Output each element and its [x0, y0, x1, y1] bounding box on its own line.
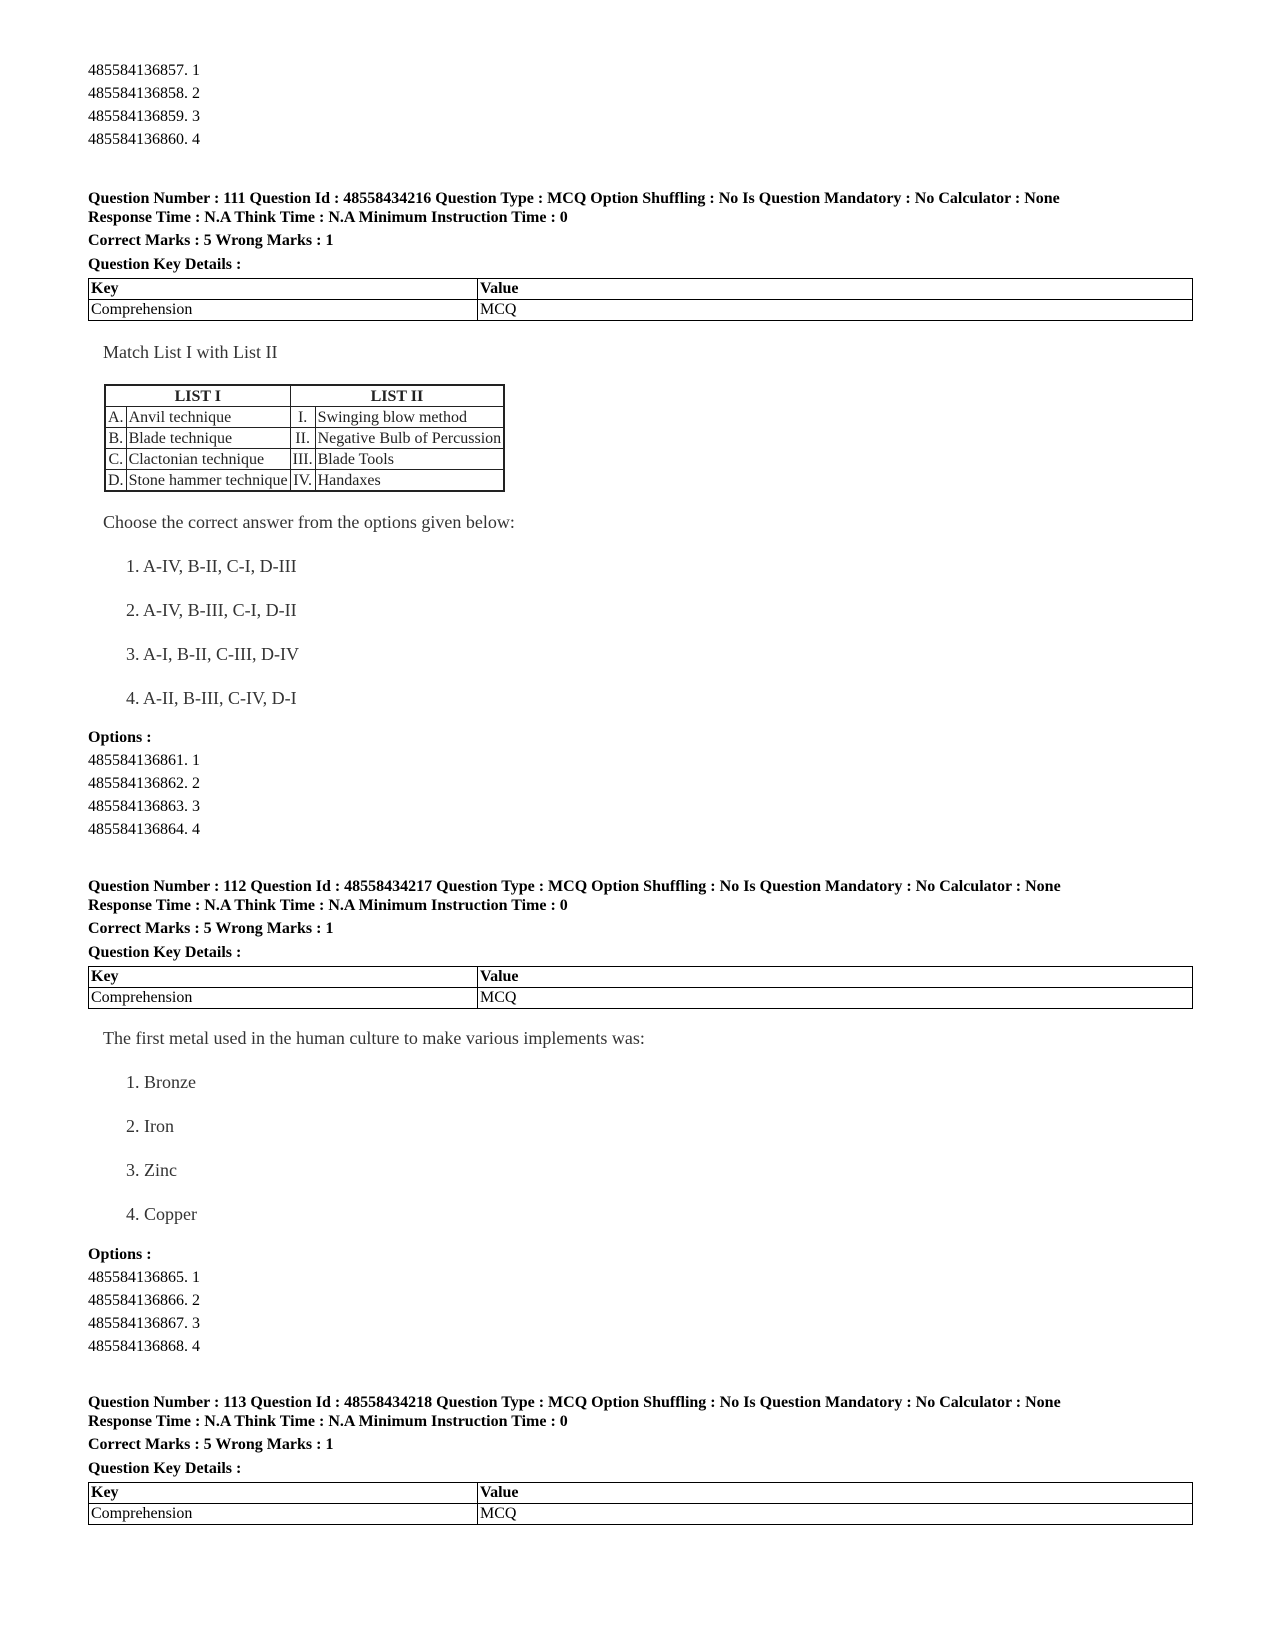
question-header-line1: Question Number : 112 Question Id : 48558434217 Question Type : MCQ Option Shuffling : No Is Question Mandatory : No Calculator : None: [88, 878, 1061, 895]
option-item: 485584136867. 3: [88, 1315, 200, 1332]
match-table-header: [105, 385, 504, 407]
key-details-label: Question Key Details :: [88, 1460, 242, 1477]
key-details-table: [88, 1482, 1193, 1525]
list-1-index: B.: [105, 428, 126, 449]
answer-choice: 4. Copper: [126, 1204, 197, 1224]
option-list: [88, 1266, 200, 1358]
key-cell: Comprehension: [89, 300, 478, 321]
question-marks: Correct Marks : 5 Wrong Marks : 1: [88, 920, 334, 937]
list-2-item: Handaxes: [315, 470, 504, 492]
key-table-header-row: [89, 279, 1193, 300]
list-2-index: II.: [290, 428, 315, 449]
answer-choice: 4. A-II, B-III, C-IV, D-I: [126, 688, 297, 708]
key-table-row: [89, 300, 1193, 321]
answer-choice: 3. A-I, B-II, C-III, D-IV: [126, 644, 299, 664]
option-list: [88, 59, 200, 151]
option-item: 485584136862. 2: [88, 775, 200, 792]
list-1-item: Stone hammer technique: [126, 470, 290, 492]
key-details-table: [88, 278, 1193, 321]
option-item: 485584136868. 4: [88, 1338, 200, 1355]
match-table-row: [105, 449, 504, 470]
option-list: [88, 749, 200, 841]
key-table-row: [89, 1504, 1193, 1525]
list-1-index: C.: [105, 449, 126, 470]
match-table-row: [105, 407, 504, 428]
answer-choice: 2. A-IV, B-III, C-I, D-II: [126, 600, 297, 620]
key-cell: Comprehension: [89, 1504, 478, 1525]
question-prompt: The first metal used in the human culture to make various implements was:: [103, 1028, 645, 1048]
question-instruction: Choose the correct answer from the options given below:: [103, 512, 515, 532]
option-item: 485584136861. 1: [88, 752, 200, 769]
key-column-header: Key: [89, 967, 478, 988]
option-item: 485584136859. 3: [88, 108, 200, 125]
list-1-item: Blade technique: [126, 428, 290, 449]
answer-choice: 1. A-IV, B-II, C-I, D-III: [126, 556, 297, 576]
list-2-index: IV.: [290, 470, 315, 492]
question-prompt: Match List I with List II: [103, 342, 278, 362]
question-marks: Correct Marks : 5 Wrong Marks : 1: [88, 232, 334, 249]
list-2-item: Swinging blow method: [315, 407, 504, 428]
list-2-index: I.: [290, 407, 315, 428]
value-cell: MCQ: [478, 300, 1193, 321]
answer-choice: 1. Bronze: [126, 1072, 196, 1092]
value-cell: MCQ: [478, 1504, 1193, 1525]
question-header-line2: Response Time : N.A Think Time : N.A Minimum Instruction Time : 0: [88, 897, 568, 914]
option-item: 485584136860. 4: [88, 131, 200, 148]
question-header-line1: Question Number : 111 Question Id : 48558434216 Question Type : MCQ Option Shuffling : No Is Question Mandatory : No Calculator : None: [88, 190, 1060, 207]
list-2-item: Blade Tools: [315, 449, 504, 470]
key-table-header-row: [89, 1483, 1193, 1504]
list-1-item: Clactonian technique: [126, 449, 290, 470]
list-2-item: Negative Bulb of Percussion: [315, 428, 504, 449]
option-item: 485584136858. 2: [88, 85, 200, 102]
option-item: 485584136863. 3: [88, 798, 200, 815]
question-header-line1: Question Number : 113 Question Id : 48558434218 Question Type : MCQ Option Shuffling : No Is Question Mandatory : No Calculator : None: [88, 1394, 1061, 1411]
value-cell: MCQ: [478, 988, 1193, 1009]
key-cell: Comprehension: [89, 988, 478, 1009]
value-column-header: Value: [478, 967, 1193, 988]
options-label: Options :: [88, 1246, 152, 1263]
list-1-index: D.: [105, 470, 126, 492]
key-table-row: [89, 988, 1193, 1009]
list-1-item: Anvil technique: [126, 407, 290, 428]
question-marks: Correct Marks : 5 Wrong Marks : 1: [88, 1436, 334, 1453]
key-column-header: Key: [89, 279, 478, 300]
question-header-line2: Response Time : N.A Think Time : N.A Minimum Instruction Time : 0: [88, 209, 568, 226]
value-column-header: Value: [478, 279, 1193, 300]
key-column-header: Key: [89, 1483, 478, 1504]
match-table: [104, 384, 505, 492]
answer-choice: 3. Zinc: [126, 1160, 177, 1180]
option-item: 485584136866. 2: [88, 1292, 200, 1309]
option-item: 485584136857. 1: [88, 62, 200, 79]
key-details-label: Question Key Details :: [88, 944, 242, 961]
list-1-index: A.: [105, 407, 126, 428]
option-item: 485584136864. 4: [88, 821, 200, 838]
answer-choice: 2. Iron: [126, 1116, 174, 1136]
question-header-line2: Response Time : N.A Think Time : N.A Minimum Instruction Time : 0: [88, 1413, 568, 1430]
list-2-header: LIST II: [290, 385, 504, 407]
option-item: 485584136865. 1: [88, 1269, 200, 1286]
key-details-table: [88, 966, 1193, 1009]
list-2-index: III.: [290, 449, 315, 470]
list-1-header: LIST I: [105, 385, 290, 407]
match-table-row: [105, 428, 504, 449]
match-table-row: [105, 470, 504, 492]
options-label: Options :: [88, 729, 152, 746]
key-details-label: Question Key Details :: [88, 256, 242, 273]
value-column-header: Value: [478, 1483, 1193, 1504]
key-table-header-row: [89, 967, 1193, 988]
